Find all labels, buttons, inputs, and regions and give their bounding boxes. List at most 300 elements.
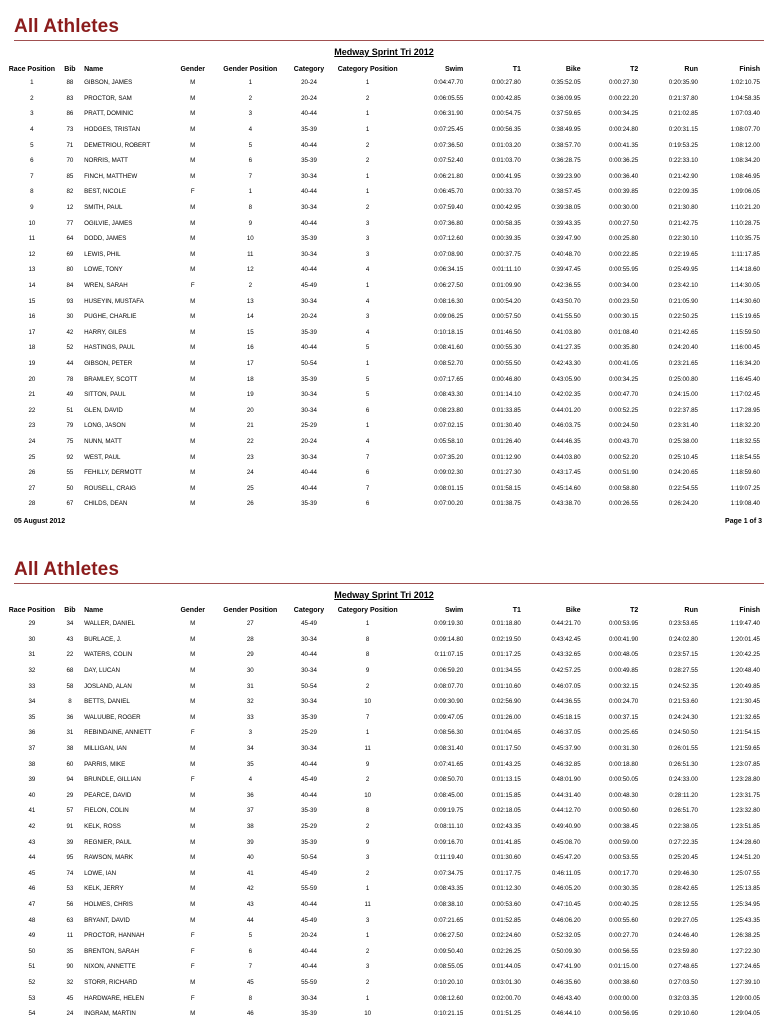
- finish-time-cell: 1:09:06.05: [730, 188, 760, 196]
- column-header-gender-position: Gender Position: [223, 66, 278, 73]
- category-cell: 20-24: [301, 313, 317, 321]
- category-position-cell: 2: [365, 157, 370, 165]
- bike-time-cell: 0:46:44.10: [551, 1010, 581, 1018]
- swim-time-cell: 0:09:30.90: [434, 698, 464, 706]
- gender-position-cell: 39: [246, 838, 254, 846]
- gender-cell: M: [190, 682, 196, 690]
- t2-time-cell: 0:00:25.65: [608, 729, 639, 737]
- t1-time-cell: 0:00:58.35: [491, 219, 521, 227]
- gender-cell: M: [190, 885, 196, 893]
- column-header-bib: Bib: [64, 66, 76, 73]
- bike-time-cell: 0:49:40.90: [551, 823, 581, 831]
- gender-cell: M: [190, 916, 196, 924]
- swim-time-cell: 0:08:50.70: [434, 776, 464, 784]
- finish-time-cell: 1:21:32.65: [730, 713, 760, 721]
- gender-position-cell: 6: [248, 157, 253, 165]
- run-time-cell: 0:21:05.90: [668, 297, 698, 305]
- run-time-cell: 0:24:50.50: [668, 729, 698, 737]
- athlete-name-cell: OGILVIE, JAMES: [84, 219, 133, 227]
- category-cell: 45-49: [301, 776, 317, 784]
- bike-time-cell: 0:46:07.05: [551, 682, 581, 690]
- gender-cell: M: [190, 250, 196, 258]
- run-time-cell: 0:23:59.80: [668, 947, 698, 955]
- gender-cell: M: [190, 453, 196, 461]
- table-row: [8, 663, 760, 679]
- bib-cell: 91: [66, 823, 74, 831]
- swim-time-cell: 0:09:16.70: [434, 838, 464, 846]
- swim-time-cell: 0:10:18.15: [434, 328, 464, 336]
- swim-time-cell: 0:06:21.80: [434, 172, 464, 180]
- athlete-name-cell: GIBSON, PETER: [84, 359, 133, 367]
- run-time-cell: 0:22:37.85: [668, 406, 698, 414]
- race-position-cell: 20: [28, 375, 36, 383]
- table-row: [8, 91, 760, 107]
- run-time-cell: 0:28:12.55: [668, 900, 698, 908]
- t1-time-cell: 0:01:26.40: [491, 437, 521, 445]
- race-position-cell: 17: [28, 328, 36, 336]
- gender-position-cell: 3: [248, 110, 253, 118]
- race-position-cell: 19: [28, 359, 36, 367]
- table-row: [8, 387, 760, 403]
- t2-time-cell: 0:00:31.30: [608, 745, 639, 753]
- athlete-name-cell: KELK, JERRY: [84, 885, 124, 893]
- athlete-name-cell: PARRIS, MIKE: [84, 760, 126, 768]
- t1-time-cell: 0:02:00.70: [491, 994, 521, 1002]
- swim-time-cell: 0:08:52.70: [434, 359, 464, 367]
- column-header-category: Category: [293, 66, 325, 73]
- gender-position-cell: 20: [246, 406, 254, 414]
- athlete-name-cell: JOSLAND, ALAN: [84, 682, 132, 690]
- gender-position-cell: 31: [246, 682, 254, 690]
- finish-time-cell: 1:14:18.60: [730, 266, 760, 274]
- table-row: [8, 710, 760, 726]
- table-row: [8, 959, 760, 975]
- t1-time-cell: 0:01:34.55: [491, 667, 521, 675]
- finish-time-cell: 1:29:00.05: [730, 994, 760, 1002]
- t2-time-cell: 0:00:50.05: [608, 776, 639, 784]
- t2-time-cell: 0:00:30.35: [608, 885, 639, 893]
- bib-cell: 75: [66, 437, 74, 445]
- column-header-t1-time: T1: [512, 66, 521, 73]
- bib-cell: 63: [66, 916, 74, 924]
- swim-time-cell: 0:08:43.30: [434, 391, 464, 399]
- gender-position-cell: 10: [246, 235, 254, 243]
- race-position-cell: 36: [28, 729, 36, 737]
- swim-time-cell: 0:06:05.55: [434, 94, 464, 102]
- table-row: [8, 356, 760, 372]
- race-position-cell: 10: [28, 219, 36, 227]
- t2-time-cell: 0:00:32.15: [608, 682, 639, 690]
- athlete-name-cell: FINCH, MATTHEW: [84, 172, 138, 180]
- bib-cell: 77: [66, 219, 74, 227]
- finish-time-cell: 1:23:32.80: [730, 807, 760, 815]
- category-cell: 40-44: [301, 484, 317, 492]
- table-row: [8, 616, 760, 632]
- bib-cell: 79: [66, 422, 74, 430]
- finish-time-cell: 1:26:38.25: [730, 932, 760, 940]
- run-time-cell: 0:22:50.25: [668, 313, 698, 321]
- t1-time-cell: 0:01:14.10: [491, 391, 521, 399]
- gender-position-cell: 37: [246, 807, 254, 815]
- t2-time-cell: 0:00:27.50: [608, 219, 639, 227]
- t1-time-cell: 0:00:33.70: [491, 188, 521, 196]
- category-cell: 30-34: [301, 745, 317, 753]
- athlete-name-cell: HUSEYIN, MUSTAFA: [84, 297, 144, 305]
- athlete-name-cell: ROUSELL, CRAIG: [84, 484, 136, 492]
- category-position-cell: 1: [365, 79, 370, 87]
- bib-cell: 78: [66, 375, 74, 383]
- run-time-cell: 0:23:53.65: [668, 620, 698, 628]
- finish-time-cell: 1:20:49.85: [730, 682, 760, 690]
- swim-time-cell: 0:06:27.50: [434, 932, 464, 940]
- run-time-cell: 0:29:27.05: [668, 916, 698, 924]
- finish-time-cell: 1:08:12.00: [730, 141, 760, 149]
- athlete-name-cell: PROCTOR, HANNAH: [84, 932, 145, 940]
- finish-time-cell: 1:24:28.60: [730, 838, 760, 846]
- swim-time-cell: 0:05:58.10: [434, 437, 464, 445]
- gender-cell: M: [190, 94, 196, 102]
- athlete-name-cell: HASTINGS, PAUL: [84, 344, 135, 352]
- swim-time-cell: 0:11:19.40: [434, 854, 464, 862]
- bib-cell: 35: [66, 947, 74, 955]
- bib-cell: 53: [66, 885, 74, 893]
- bib-cell: 84: [66, 282, 74, 290]
- t2-time-cell: 0:00:41.35: [608, 141, 639, 149]
- finish-time-cell: 1:20:01.45: [730, 635, 760, 643]
- run-time-cell: 0:27:22.35: [668, 838, 698, 846]
- bike-time-cell: 0:45:14.60: [551, 484, 581, 492]
- category-position-cell: 2: [365, 978, 370, 986]
- gender-position-cell: 26: [246, 500, 254, 508]
- race-position-cell: 12: [28, 250, 36, 258]
- gender-position-cell: 38: [246, 823, 254, 831]
- finish-time-cell: 1:15:19.65: [730, 313, 760, 321]
- category-cell: 30-34: [301, 172, 317, 180]
- table-row: [8, 247, 760, 263]
- athlete-name-cell: HOLMES, CHRIS: [84, 900, 133, 908]
- run-time-cell: 0:24:15.00: [668, 391, 698, 399]
- category-cell: 25-29: [301, 729, 317, 737]
- finish-time-cell: 1:23:07.85: [730, 760, 760, 768]
- athlete-name-cell: BETTS, DANIEL: [84, 698, 130, 706]
- race-position-cell: 38: [28, 760, 36, 768]
- bike-time-cell: 0:44:31.40: [551, 791, 581, 799]
- t2-time-cell: 0:01:15.00: [608, 963, 639, 971]
- bike-time-cell: 0:43:50.70: [551, 297, 581, 305]
- t2-time-cell: 0:00:41.90: [608, 635, 639, 643]
- t1-time-cell: 0:00:27.80: [491, 79, 521, 87]
- page-title: All Athletes: [14, 16, 120, 37]
- category-cell: 20-24: [301, 437, 317, 445]
- t2-time-cell: 0:00:41.05: [608, 359, 639, 367]
- bike-time-cell: 0:37:59.65: [551, 110, 581, 118]
- gender-position-cell: 32: [246, 698, 254, 706]
- swim-time-cell: 0:06:45.70: [434, 188, 464, 196]
- gender-position-cell: 15: [246, 328, 254, 336]
- bike-time-cell: 0:36:28.75: [551, 157, 581, 165]
- finish-time-cell: 1:10:35.75: [730, 235, 760, 243]
- swim-time-cell: 0:07:00.20: [434, 500, 464, 508]
- gender-cell: M: [190, 141, 196, 149]
- gender-cell: M: [190, 297, 196, 305]
- t2-time-cell: 0:00:56.95: [608, 1010, 639, 1018]
- gender-cell: M: [190, 359, 196, 367]
- finish-time-cell: 1:25:07.55: [730, 869, 760, 877]
- gender-cell: M: [190, 328, 196, 336]
- finish-time-cell: 1:25:43.35: [730, 916, 760, 924]
- finish-time-cell: 1:07:03.40: [730, 110, 760, 118]
- t1-time-cell: 0:00:55.30: [491, 344, 521, 352]
- gender-cell: F: [190, 963, 195, 971]
- race-position-cell: 45: [28, 869, 36, 877]
- column-header-category: Category: [293, 607, 325, 614]
- bike-time-cell: 0:50:09.30: [551, 947, 581, 955]
- gender-position-cell: 43: [246, 900, 254, 908]
- t2-time-cell: 0:00:17.70: [608, 869, 639, 877]
- bib-cell: 70: [66, 157, 74, 165]
- column-header-bike-time: Bike: [565, 66, 581, 73]
- athlete-name-cell: DEMETRIOU, ROBERT: [84, 141, 151, 149]
- run-time-cell: 0:25:00.80: [668, 375, 698, 383]
- bib-cell: 57: [66, 807, 74, 815]
- table-row: [8, 465, 760, 481]
- finish-time-cell: 1:23:28.80: [730, 776, 760, 784]
- run-time-cell: 0:24:20.40: [668, 344, 698, 352]
- run-time-cell: 0:23:21.65: [668, 359, 698, 367]
- table-row: [8, 756, 760, 772]
- t2-time-cell: 0:00:58.80: [608, 484, 639, 492]
- category-position-cell: 1: [365, 172, 370, 180]
- gender-cell: M: [190, 484, 196, 492]
- race-position-cell: 11: [28, 235, 36, 243]
- gender-position-cell: 22: [246, 437, 254, 445]
- table-row: [8, 1006, 760, 1022]
- race-position-cell: 3: [30, 110, 34, 118]
- table-row: [8, 231, 760, 247]
- race-position-cell: 47: [28, 900, 36, 908]
- bib-cell: 38: [66, 745, 74, 753]
- bike-time-cell: 0:41:03.80: [551, 328, 581, 336]
- swim-time-cell: 0:08:11.10: [434, 823, 464, 831]
- bike-time-cell: 0:38:57.70: [551, 141, 581, 149]
- gender-cell: M: [190, 79, 196, 87]
- gender-cell: M: [190, 500, 196, 508]
- race-position-cell: 34: [28, 698, 36, 706]
- athlete-name-cell: WATERS, COLIN: [84, 651, 133, 659]
- swim-time-cell: 0:08:16.30: [434, 297, 464, 305]
- category-position-cell: 2: [365, 947, 370, 955]
- bike-time-cell: 0:43:17.45: [551, 469, 581, 477]
- t2-time-cell: 0:00:56.55: [608, 947, 639, 955]
- gender-cell: M: [190, 219, 196, 227]
- category-position-cell: 1: [365, 729, 370, 737]
- t1-time-cell: 0:01:33.85: [491, 406, 521, 414]
- bike-time-cell: 0:45:37.90: [551, 745, 581, 753]
- swim-time-cell: 0:07:02.15: [434, 422, 464, 430]
- t1-time-cell: 0:01:51.25: [491, 1010, 521, 1018]
- bib-cell: 93: [66, 297, 74, 305]
- t2-time-cell: 0:00:27.70: [608, 932, 639, 940]
- finish-time-cell: 1:21:54.15: [730, 729, 760, 737]
- t2-time-cell: 0:00:38.45: [608, 823, 639, 831]
- category-cell: 30-34: [301, 994, 317, 1002]
- gender-position-cell: 30: [246, 667, 254, 675]
- finish-time-cell: 1:14:30.05: [730, 282, 760, 290]
- race-position-cell: 41: [28, 807, 36, 815]
- category-cell: 40-44: [301, 469, 317, 477]
- finish-time-cell: 1:10:28.75: [730, 219, 760, 227]
- athlete-name-cell: WREN, SARAH: [84, 282, 128, 290]
- category-cell: 35-39: [301, 500, 317, 508]
- column-header-category-position: Category Position: [337, 66, 398, 73]
- table-row: [8, 694, 760, 710]
- bike-time-cell: 0:45:18.15: [551, 713, 581, 721]
- gender-position-cell: 29: [246, 651, 254, 659]
- table-row: [8, 788, 760, 804]
- run-time-cell: 0:20:35.90: [668, 79, 698, 87]
- category-cell: 30-34: [301, 406, 317, 414]
- run-time-cell: 0:26:51.70: [668, 807, 698, 815]
- category-position-cell: 3: [365, 916, 370, 924]
- category-cell: 20-24: [301, 79, 317, 87]
- bike-time-cell: 0:46:05.20: [551, 885, 581, 893]
- swim-time-cell: 0:07:17.65: [434, 375, 464, 383]
- t1-time-cell: 0:00:41.95: [491, 172, 521, 180]
- swim-time-cell: 0:08:31.40: [434, 745, 464, 753]
- race-position-cell: 21: [28, 391, 36, 399]
- run-time-cell: 0:20:31.15: [668, 126, 698, 134]
- bib-cell: 36: [66, 713, 74, 721]
- t1-time-cell: 0:01:10.60: [491, 682, 521, 690]
- t1-time-cell: 0:02:19.50: [491, 635, 521, 643]
- t1-time-cell: 0:01:11.10: [492, 266, 521, 274]
- t1-time-cell: 0:00:39.35: [491, 235, 521, 243]
- swim-time-cell: 0:11:07.15: [434, 651, 464, 659]
- category-cell: 45-49: [301, 620, 317, 628]
- gender-position-cell: 4: [248, 776, 253, 784]
- bib-cell: 43: [66, 635, 74, 643]
- swim-time-cell: 0:06:27.50: [434, 282, 464, 290]
- race-position-cell: 5: [30, 141, 34, 149]
- finish-time-cell: 1:17:28.95: [730, 406, 760, 414]
- bike-time-cell: 0:39:38.05: [551, 204, 581, 212]
- bib-cell: 49: [66, 391, 74, 399]
- race-position-cell: 53: [28, 994, 36, 1002]
- category-cell: 35-39: [301, 838, 317, 846]
- t2-time-cell: 0:00:30.00: [608, 204, 639, 212]
- bike-time-cell: 0:44:03.80: [551, 453, 581, 461]
- finish-time-cell: 1:11:17.85: [731, 250, 760, 258]
- t2-time-cell: 0:00:40.25: [608, 900, 639, 908]
- athlete-name-cell: INGRAM, MARTIN: [84, 1010, 136, 1018]
- run-time-cell: 0:26:51.30: [668, 760, 698, 768]
- category-cell: 30-34: [301, 667, 317, 675]
- t2-time-cell: 0:00:53.95: [608, 620, 639, 628]
- t2-time-cell: 0:00:35.80: [608, 344, 639, 352]
- swim-time-cell: 0:09:06.25: [434, 313, 464, 321]
- bib-cell: 64: [66, 235, 74, 243]
- swim-time-cell: 0:08:45.00: [434, 791, 464, 799]
- table-row: [8, 371, 760, 387]
- column-header-athlete-name: Name: [84, 607, 104, 614]
- race-position-cell: 27: [28, 484, 36, 492]
- t2-time-cell: 0:00:34.00: [608, 282, 639, 290]
- run-time-cell: 0:24:52.35: [668, 682, 698, 690]
- category-position-cell: 6: [365, 500, 370, 508]
- bike-time-cell: 0:46:35.60: [551, 978, 581, 986]
- bike-time-cell: 0:47:10.45: [551, 900, 581, 908]
- column-header-finish-time: Finish: [739, 607, 760, 614]
- gender-cell: M: [190, 698, 196, 706]
- category-position-cell: 2: [365, 94, 370, 102]
- race-position-cell: 4: [30, 126, 34, 134]
- race-position-cell: 32: [28, 667, 36, 675]
- race-position-cell: 18: [28, 344, 36, 352]
- category-cell: 30-34: [301, 698, 317, 706]
- category-position-cell: 1: [365, 620, 370, 628]
- bike-time-cell: 0:47:41.90: [551, 963, 581, 971]
- category-position-cell: 8: [365, 807, 370, 815]
- category-position-cell: 1: [365, 885, 370, 893]
- category-cell: 40-44: [301, 791, 317, 799]
- finish-time-cell: 1:21:30.45: [730, 698, 760, 706]
- finish-time-cell: 1:21:59.65: [730, 745, 760, 753]
- gender-position-cell: 25: [246, 484, 254, 492]
- table-row: [8, 309, 760, 325]
- category-cell: 55-59: [301, 978, 317, 986]
- category-cell: 40-44: [301, 141, 317, 149]
- category-cell: 35-39: [301, 235, 317, 243]
- category-cell: 50-54: [301, 854, 317, 862]
- category-cell: 50-54: [301, 359, 317, 367]
- table-row: [8, 975, 760, 991]
- swim-time-cell: 0:07:52.40: [434, 157, 464, 165]
- column-header-t2-time: T2: [630, 607, 639, 614]
- gender-position-cell: 16: [246, 344, 254, 352]
- t1-time-cell: 0:01:41.85: [491, 838, 521, 846]
- gender-cell: M: [190, 760, 196, 768]
- bike-time-cell: 0:46:37.05: [551, 729, 581, 737]
- column-header-race-position: Race Position: [8, 607, 56, 614]
- bike-time-cell: 0:46:32.85: [551, 760, 581, 768]
- run-time-cell: 0:21:42.90: [668, 172, 698, 180]
- athlete-name-cell: WALUUBE, ROGER: [84, 713, 141, 721]
- t1-time-cell: 0:01:44.05: [491, 963, 521, 971]
- column-header-finish-time: Finish: [739, 66, 760, 73]
- table-row: [8, 137, 760, 153]
- category-position-cell: 1: [365, 188, 370, 196]
- t1-time-cell: 0:01:52.85: [491, 916, 521, 924]
- category-cell: 25-29: [301, 422, 317, 430]
- athlete-name-cell: NIXON, ANNETTE: [84, 963, 136, 971]
- table-row: [8, 122, 760, 138]
- athlete-name-cell: DAY, LUCAN: [84, 667, 120, 675]
- bike-time-cell: 0:41:55.50: [551, 313, 581, 321]
- bib-cell: 56: [66, 900, 74, 908]
- bike-time-cell: 0:35:52.05: [551, 79, 581, 87]
- t2-time-cell: 0:00:26.55: [608, 500, 639, 508]
- bike-time-cell: 0:44:36.55: [551, 698, 581, 706]
- gender-position-cell: 40: [246, 854, 254, 862]
- t2-time-cell: 0:00:36.25: [608, 157, 639, 165]
- category-cell: 35-39: [301, 157, 317, 165]
- bike-time-cell: 0:46:06.20: [551, 916, 581, 924]
- gender-position-cell: 28: [246, 635, 254, 643]
- finish-time-cell: 1:18:32.55: [730, 437, 760, 445]
- table-row: [8, 943, 760, 959]
- race-position-cell: 9: [30, 204, 34, 212]
- category-cell: 35-39: [301, 713, 317, 721]
